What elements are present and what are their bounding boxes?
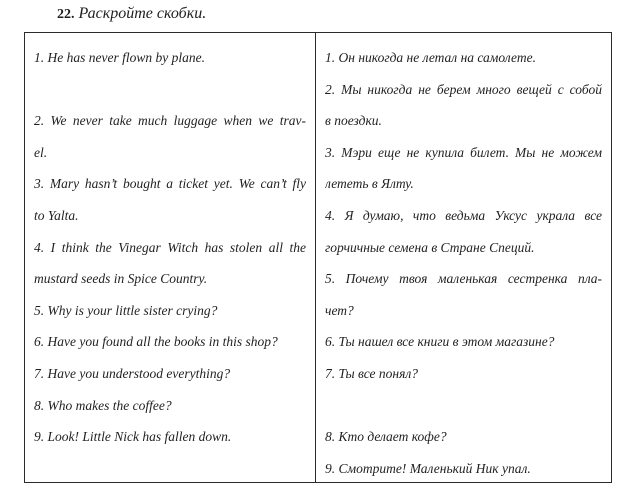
sentence-line: 6. Ты нашел все книги в этом магазине?: [325, 334, 555, 350]
exercise-item: [34, 326, 306, 358]
sentence-line: 1. He has never flown by plane.: [34, 50, 205, 65]
sentence-line: в поездки.: [325, 113, 382, 129]
exercise-item: [34, 42, 306, 74]
exercise-item: [34, 421, 306, 453]
sentence-line: 3. Mary hasn’t bought a ticket yet. We can’t fly: [34, 176, 306, 192]
sentence-line: чет?: [325, 302, 354, 318]
exercise-item: [325, 326, 602, 358]
sentence-line: лететь в Ялту.: [325, 176, 414, 192]
exercise-item: [34, 232, 306, 295]
blank-line: [34, 74, 306, 106]
sentence-line: 3. Мэри еще не купила билет. Мы не можем: [325, 144, 602, 160]
sentence-line: 4. Я думаю, что ведьма Уксус украла все: [325, 207, 602, 223]
exercise-item: [325, 421, 602, 453]
sentence-line: 8. Who makes the coffee?: [34, 397, 172, 413]
sentence-line: 5. Почему твоя маленькая сестренка пла-: [325, 271, 602, 287]
exercise-item: [325, 137, 602, 200]
exercise-title: Раскройте скобки.: [78, 5, 207, 22]
sentence-line: el.: [34, 144, 48, 160]
exercise-item: [325, 200, 602, 263]
sentence-line: 5. Why is your little sister crying?: [34, 302, 218, 318]
sentence-line: 8. Кто делает кофе?: [325, 429, 447, 445]
exercise-item: [34, 390, 306, 422]
exercise-item: [34, 295, 306, 327]
exercise-item: [34, 358, 306, 390]
sentence-line: 2. We never take much luggage when we trav-: [34, 113, 306, 129]
sentence-line: 4. I think the Vinegar Witch has stolen all the: [34, 239, 306, 255]
blank-line: [325, 390, 602, 422]
exercise-item: [325, 263, 602, 326]
exercise-item: [34, 168, 306, 231]
exercise-item: [325, 42, 602, 74]
sentence-line: to Yalta.: [34, 207, 79, 223]
exercise-item: [34, 105, 306, 168]
sentence-line: 7. Ты все понял?: [325, 365, 419, 381]
exercise-item: [325, 358, 602, 390]
sentence-line: 9. Look! Little Nick has fallen down.: [34, 429, 232, 445]
translation-table: [24, 32, 612, 483]
sentence-line: 1. Он никогда не летал на самолете.: [325, 50, 536, 65]
sentence-line: 2. Мы никогда не берем много вещей с собой: [325, 81, 602, 97]
exercise-item: [325, 74, 602, 137]
sentence-line: 7. Have you understood everything?: [34, 365, 231, 381]
english-column: [25, 33, 316, 482]
sentence-line: mustard seeds in Spice Country.: [34, 271, 208, 287]
sentence-line: 6. Have you found all the books in this shop?: [34, 334, 278, 350]
exercise-heading: [57, 5, 206, 23]
exercise-number: 22.: [57, 7, 75, 22]
exercise-item: [325, 453, 602, 482]
sentence-line: 9. Смотрите! Маленький Ник упал.: [325, 460, 531, 476]
russian-column: [316, 33, 611, 482]
sentence-line: горчичные семена в Стране Специй.: [325, 239, 535, 255]
